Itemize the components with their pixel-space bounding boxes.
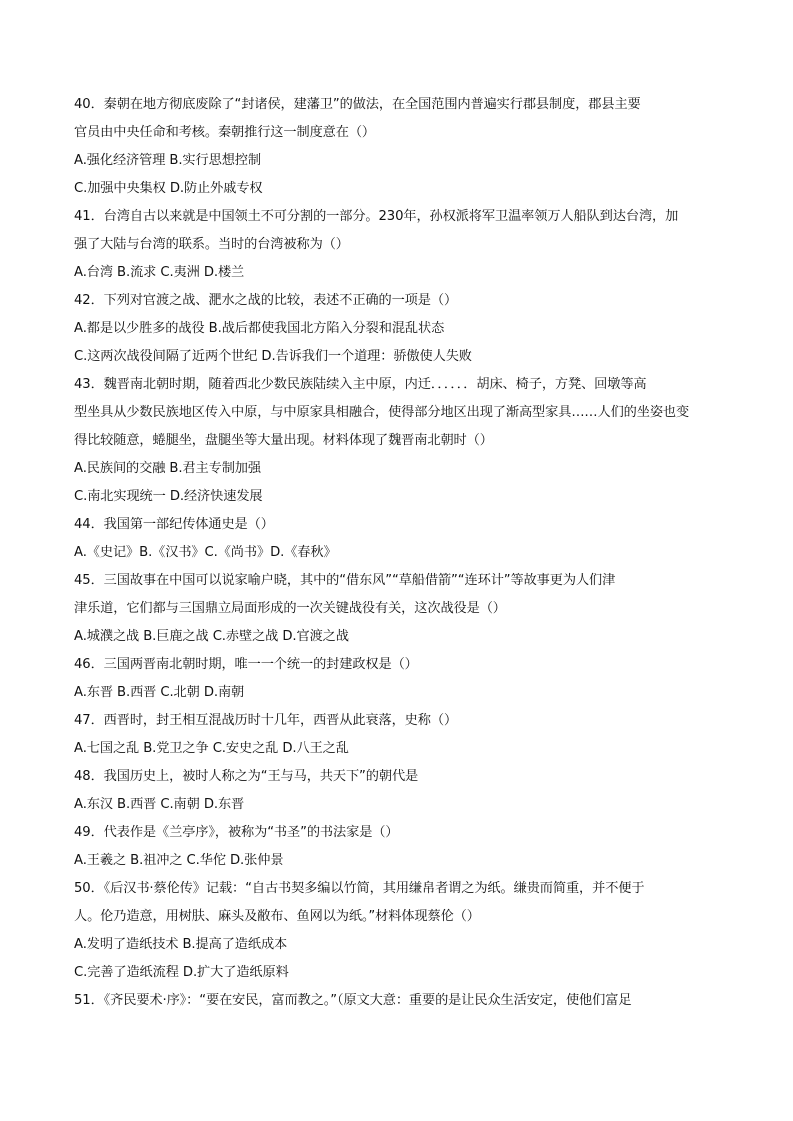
q47-line-1: 47．西晋时，封王相互混战历时十几年，西晋从此衰落，史称（） (74, 713, 458, 728)
q41-options: A.台湾 B.流求 C.夷洲 D.楼兰 (74, 265, 245, 280)
q46-line-1: 46．三国两晋南北朝时期，唯一一个统一的封建政权是（） (74, 657, 418, 672)
q40-option-cd: C.加强中央集权 D.防止外戚专权 (74, 181, 263, 196)
q49-options: A.王羲之 B.祖冲之 C.华佗 D.张仲景 (74, 853, 284, 868)
q45-options: A.城濮之战 B.巨鹿之战 C.赤壁之战 D.官渡之战 (74, 629, 349, 644)
q50-line-1: 50．《后汉书·蔡伦传》记载：“自古书契多编以竹简，其用缣帛者谓之为纸。缣贵而简重，并不便于 (74, 881, 645, 896)
q47-options: A.七国之乱 B.党卫之争 C.安史之乱 D.八王之乱 (74, 741, 349, 756)
q43-line-2: 型坐具从少数民族地区传入中原，与中原家具相融合，使得部分地区出现了渐高型家具……人们的坐姿也变 (74, 405, 690, 420)
q41-line-2: 强了大陆与台湾的联系。当时的台湾被称为（） (74, 237, 349, 252)
q43-option-cd: C.南北实现统一 D.经济快速发展 (74, 489, 263, 504)
q40-option-ab: A.强化经济管理 B.实行思想控制 (74, 153, 261, 168)
q50-option-cd: C.完善了造纸流程 D.扩大了造纸原料 (74, 965, 289, 980)
q42-line-1: 42．下列对官渡之战、淝水之战的比较，表述不正确的一项是（） (74, 293, 458, 308)
q51-line-1: 51．《齐民要术·序》：“要在安民，富而教之。”（原文大意：重要的是让民众生活安定，使他们富足 (74, 993, 632, 1008)
q48-options: A.东汉 B.西晋 C.南朝 D.东晋 (74, 797, 245, 812)
q50-option-ab: A.发明了造纸技术 B.提高了造纸成本 (74, 937, 288, 952)
q40-line-2: 官员由中央任命和考核。秦朝推行这一制度意在（） (74, 125, 376, 140)
q45-line-2: 津乐道，它们都与三国鼎立局面形成的一次关键战役有关，这次战役是（） (74, 601, 506, 616)
q42-option-cd: C.这两次战役间隔了近两个世纪 D.告诉我们一个道理：骄傲使人失败 (74, 349, 472, 364)
q40-line-1: 40．秦朝在地方彻底废除了“封诸侯，建藩卫”的做法，在全国范围内普遍实行郡县制度，郡县主要 (74, 97, 641, 112)
q43-line-1: 43．魏晋南北朝时期，随着西北少数民族陆续入主中原，内迁．．．．．．胡床、椅子，方凳、回墩等高 (74, 377, 647, 392)
q45-line-1: 45．三国故事在中国可以说家喻户晓，其中的“借东风”“草船借箭”“连环计”等故事更为人们津 (74, 573, 616, 588)
q41-line-1: 41．台湾自古以来就是中国领土不可分割的一部分。230年，孙权派将军卫温率领万人船队到达台湾，加 (74, 209, 679, 224)
q50-line-2: 人。伦乃造意，用树肤、麻头及敝布、鱼网以为纸。”材料体现蔡伦（） (74, 909, 480, 924)
q43-option-ab: A.民族间的交融 B.君主专制加强 (74, 461, 261, 476)
q42-option-ab: A.都是以少胜多的战役 B.战后都使我国北方陷入分裂和混乱状态 (74, 321, 445, 336)
q46-options: A.东晋 B.西晋 C.北朝 D.南朝 (74, 685, 245, 700)
q44-options: A.《史记》B.《汉书》C.《尚书》D.《春秋》 (74, 545, 337, 560)
q48-line-1: 48．我国历史上，被时人称之为“王与马，共天下”的朝代是 (74, 769, 419, 784)
q43-line-3: 得比较随意，蜷腿坐，盘腿坐等大量出现。材料体现了魏晋南北朝时（） (74, 433, 493, 448)
q44-line-1: 44．我国第一部纪传体通史是（） (74, 517, 274, 532)
q49-line-1: 49．代表作是《兰亭序》，被称为“书圣”的书法家是（） (74, 825, 399, 840)
